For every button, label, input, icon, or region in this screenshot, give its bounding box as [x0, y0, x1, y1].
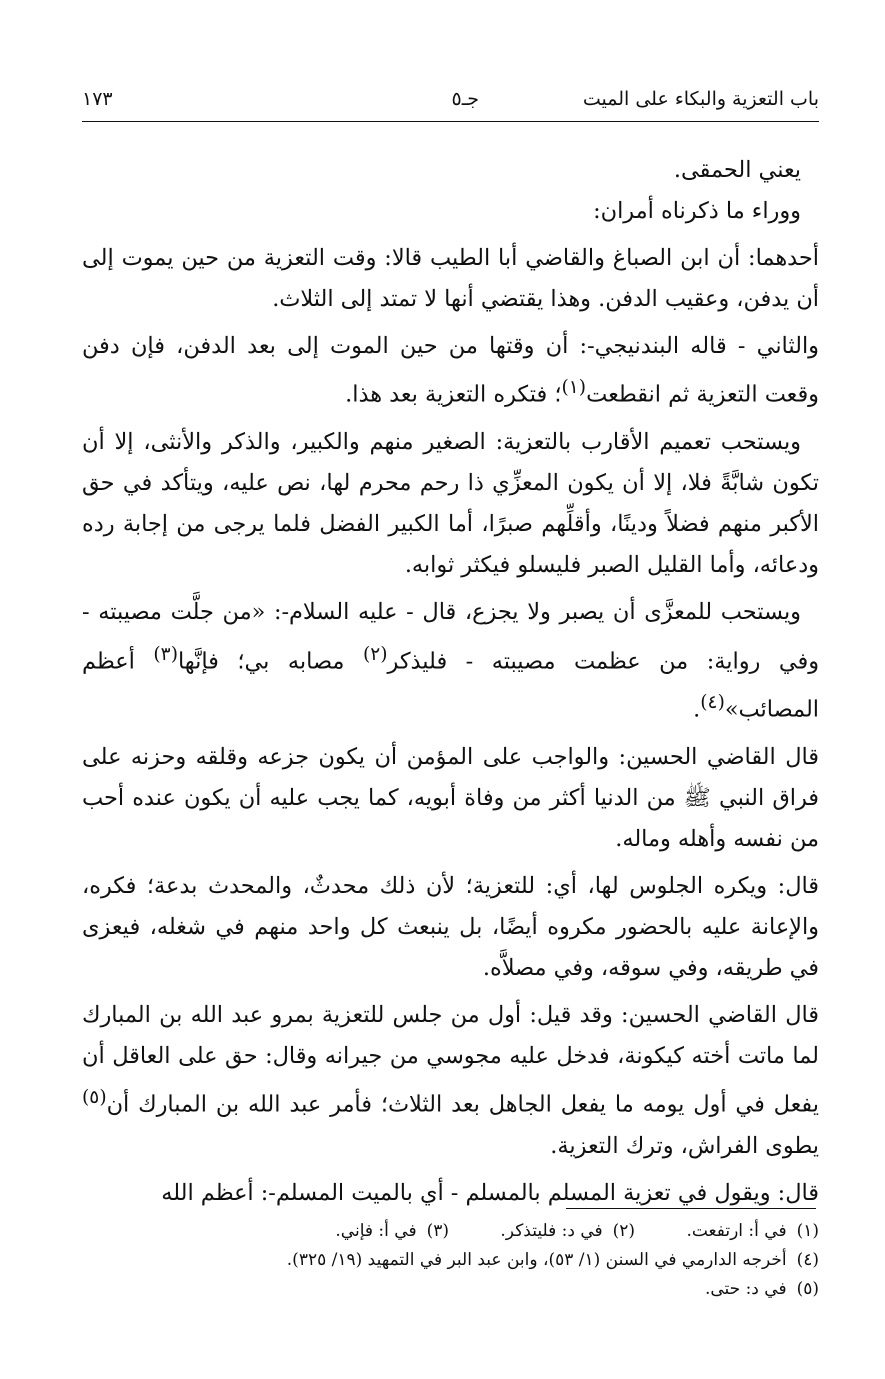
running-header [82, 84, 819, 118]
footnote-2-text: في د: فليتذكر. [500, 1221, 603, 1241]
paragraph-9-text: قال القاضي الحسين: وقد قيل: أول من جلس للتعزية بمرو عبد الله بن المبارك لما ماتت أخته كيكونة، فدخل عليه مجوسي من جيرانه وقال: حق على العاقل أن يفعل في أول يومه ما يفعل الجاهل بعد الثلاث؛ فأمر عبد الله بن المبارك أن [82, 1002, 819, 1118]
main-text [82, 150, 819, 1214]
paragraph-2: ووراء ما ذكرناه أمران: [593, 198, 801, 225]
volume-label: جـ٥ [451, 88, 479, 110]
footnote-1-text: في أ: ارتفعت. [686, 1221, 787, 1241]
footnote-5-number: (٥) [796, 1279, 819, 1299]
footnote-ref-1: (١) [561, 377, 587, 399]
paragraph-7: قال القاضي الحسين: والواجب على المؤمن أن يكون جزعه وقلقه وحزنه على فراق النبي ﷺ من الدنيا أكثر من وفاة أبويه، كما يجب عليه أن يكون عنده أحب من نفسه وأهله وماله. [82, 743, 819, 852]
footnote-line-3 [82, 1275, 819, 1304]
paragraph-6-end: . [693, 696, 701, 723]
footnote-ref-2: (٢) [362, 643, 388, 665]
header-divider [82, 121, 819, 122]
chapter-title: باب التعزية والبكاء على الميت [582, 88, 819, 110]
paragraph-5: ويستحب تعميم الأقارب بالتعزية: الصغير منهم والكبير، والذكر والأنثى، إلا أن تكون شابَّةً فلا، إلا أن يكون المعزِّي ذا رحم محرم لها، نص عليه، ويتأكد في حق الأكبر منهم فضلاً ودينًا، وأقلِّهم صبرًا، أما الكبير الفضل فلما يرجى من إجابة رده ودعائه، وأما القليل الصبر فليسلو فيكثر ثوابه. [82, 429, 819, 579]
paragraph-3: أحدهما: أن ابن الصباغ والقاضي أبا الطيب قالا: وقت التعزية من حين يموت إلى أن يدفن، وعقيب الدفن. وهذا يقتضي أنها لا تمتد إلى الثلاث. [82, 245, 819, 313]
footnote-5-text: في د: حتى. [704, 1279, 787, 1299]
footnote-ref-3: (٣) [153, 643, 178, 665]
footnote-line-2 [82, 1246, 819, 1275]
footnote-divider [566, 1208, 816, 1209]
footnotes [82, 1217, 819, 1304]
paragraph-8: قال: ويكره الجلوس لها، أي: للتعزية؛ لأن ذلك محدثٌ، والمحدث بدعة؛ فكره، والإعانة عليه بالحضور مكروه أيضًا، بل ينبعث كل واحد منهم في شغله، فيعزى في طريقه، وفي سوقه، وفي مصلاَّه. [82, 872, 819, 982]
footnote-line-1 [82, 1217, 819, 1246]
paragraph-6-mid2: أعظم المصائب» [82, 647, 819, 723]
paragraph-6 [82, 592, 819, 730]
paragraph-4 [82, 326, 819, 416]
paragraph-4-text: والثاني - قاله البندنيجي-: أن وقتها من حين الموت إلى بعد الدفن، فإن دفن وقعت التعزية ثم انقطعت [82, 333, 819, 408]
footnote-1-number: (١) [796, 1221, 819, 1241]
paragraph-10: قال: ويقول في تعزية المسلم بالمسلم - أي بالميت المسلم-: أعظم الله [161, 1180, 819, 1207]
paragraph-9 [82, 995, 819, 1167]
footnote-2-number: (٢) [612, 1221, 636, 1241]
paragraph-9-tail: يطوى الفراش، وترك التعزية. [550, 1132, 819, 1159]
footnote-3-number: (٣) [426, 1221, 449, 1241]
footnote-ref-5: (٥) [82, 1087, 107, 1109]
paragraph-4-tail: ؛ فتكره التعزية بعد هذا. [345, 381, 562, 408]
page-number: ١٧٣ [82, 88, 113, 110]
paragraph-1: يعني الحمقى. [673, 157, 801, 183]
paragraph-6-text: ويستحب للمعزَّى أن يصبر ولا يجزع، قال - عليه السلام-: «من جلَّت مصيبته - وفي رواية: من عظمت مصيبته - فليذكر [82, 599, 820, 674]
footnote-4-text: أخرجه الدارمي في السنن (١/ ٥٣)، وابن عبد البر في التمهيد (١٩/ ٣٢٥). [286, 1250, 787, 1270]
paragraph-6-mid1: مصابه بي؛ فإنَّها [177, 647, 345, 674]
footnote-3-text: في أ: فإني. [335, 1221, 417, 1241]
footnote-ref-4: (٤) [700, 692, 725, 714]
footnote-4-number: (٤) [796, 1250, 819, 1270]
